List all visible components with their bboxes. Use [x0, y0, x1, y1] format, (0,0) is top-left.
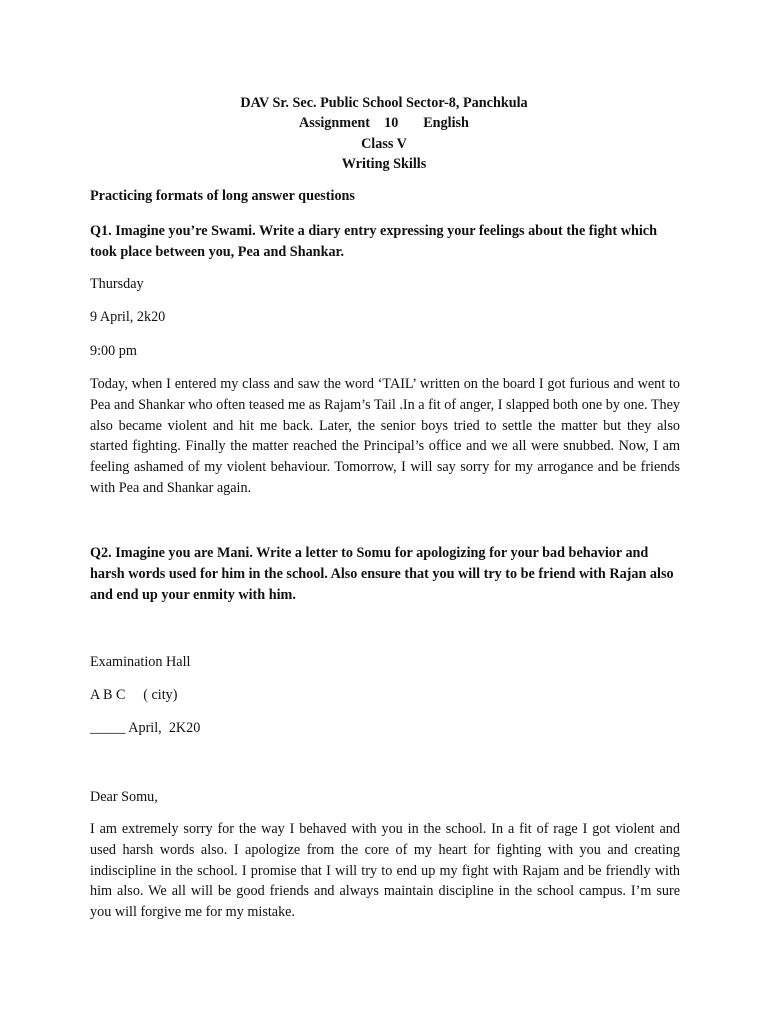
document-header: [0, 93, 768, 175]
class-line: Class V: [361, 135, 407, 152]
q2-letter-body: I am extremely sorry for the way I behaved with you in the school. In a fit of rage I got violent and used harsh words also. I apologize from the core of my heart for fighting with you and creating indiscipline in the school. I promise that I will try to end up my fight with Rajam and be friendly with him also. We all will be good friends and always maintain discipline in the school campus. I’m sure you will forgive me for my mistake.: [90, 821, 680, 921]
school-name: DAV Sr. Sec. Public School Sector-8, Panchkula: [240, 95, 528, 111]
q2-salutation: Dear Somu,: [90, 789, 158, 805]
assignment-line: Assignment 10 English: [299, 115, 469, 132]
q2-address-line-2: A B C ( city): [90, 687, 178, 703]
q1-question: Q1. Imagine you’re Swami. Write a diary entry expressing your feelings about the fight which took place between you, Pea and Shankar.: [90, 223, 657, 260]
topic-line: Writing Skills: [341, 156, 427, 173]
q1-time: 9:00 pm: [90, 343, 137, 359]
q1-date: 9 April, 2k20: [90, 309, 166, 325]
q2-address-line-1: Examination Hall: [90, 654, 191, 670]
q2-date: _____ April, 2K20: [90, 720, 201, 736]
q1-diary-body: Today, when I entered my class and saw the word ‘TAIL’ written on the board I got furious and went to Pea and Shankar who often teased me as Rajam’s Tail .In a fit of anger, I slapped both one by one. They also became violent and hit me back. Later, the senior boys tried to settle the matter but they also started fighting. Finally the matter reached the Principal’s office and we all were snubbed. Now, I am feeling ashamed of my violent behaviour. Tomorrow, I will say sorry for my arrogance and be friends with Pea and Shankar again.: [90, 376, 680, 496]
q2-question: Q2. Imagine you are Mani. Write a letter to Somu for apologizing for your bad behavior and harsh words used for him in the school. Also ensure that you will try to be friend with Rajan also and end up your enmity with him.: [90, 545, 674, 603]
intro-heading: Practicing formats of long answer questions: [90, 188, 355, 204]
q1-day: Thursday: [90, 276, 144, 292]
